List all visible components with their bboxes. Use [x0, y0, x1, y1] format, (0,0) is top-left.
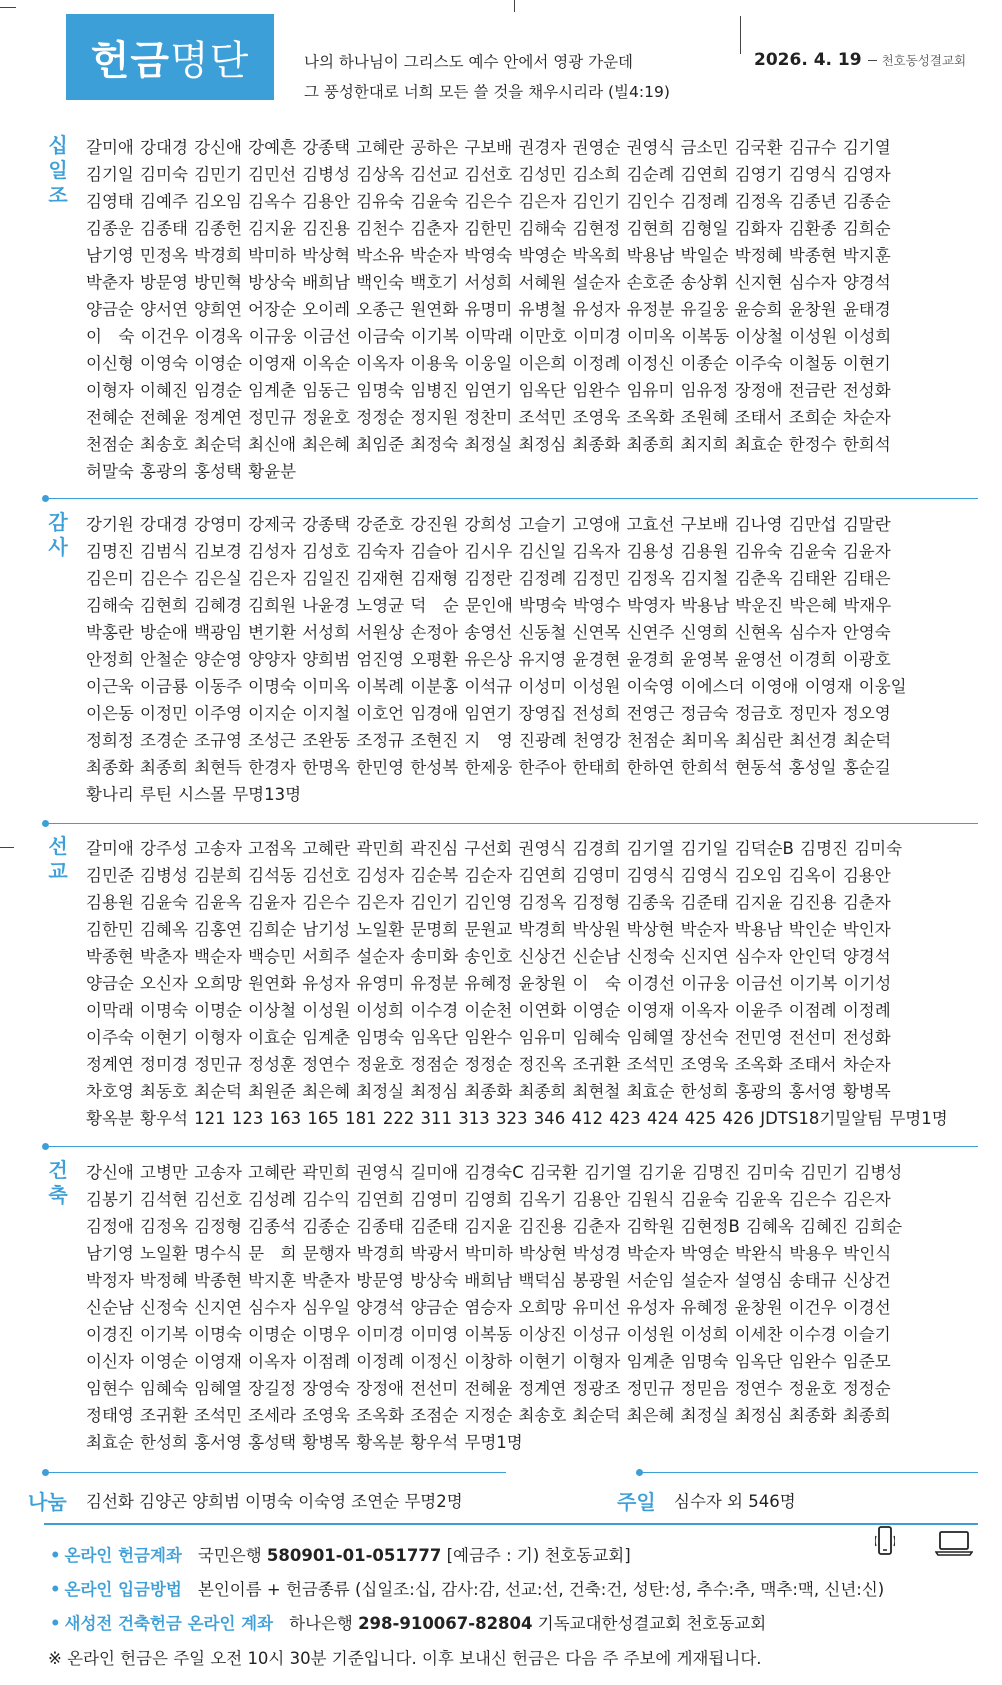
names-mission [86, 835, 978, 1132]
name-line: 전혜순 전혜윤 정계연 정민규 정윤호 정정순 정지원 정찬미 조석민 조영욱 조옥화 조원혜 조태서 조희순 차순자 [86, 408, 891, 427]
section-label-tithe [44, 133, 72, 208]
section-label-building [44, 1158, 72, 1208]
account-holder: [예금주 : 기) 천호동교회] [441, 1546, 631, 1565]
names-tithe [86, 134, 978, 485]
name-line: 양금순 양서연 양희연 어장순 오이레 오종근 원연화 유명미 유병철 유성자 유정분 유길웅 윤승희 윤창원 윤태경 [86, 300, 891, 319]
verse-line-1: 나의 하나님이 그리스도 예수 안에서 영광 가운데 [304, 53, 634, 71]
name-line: 김한민 김혜옥 김홍연 김희순 남기성 노일환 문명희 문원교 박경희 박상원 박상현 박순자 박용남 박인순 박인자 [86, 920, 891, 939]
names-sharing: 김선화 김양곤 양희범 이명숙 이숙영 조연순 무명2명 [86, 1492, 463, 1511]
crop-mark [740, 16, 741, 54]
name-line: 김기일 김미숙 김민기 김민선 김병성 김상옥 김선교 김선호 김성민 김소희 김순례 김연희 김영기 김영식 김영자 [86, 165, 891, 184]
footer-label: 온라인 입금방법 [64, 1580, 182, 1599]
name-line: 김명진 김범식 김보경 김성자 김성호 김숙자 김슬아 김시우 김신일 김옥자 김용성 김용원 김유숙 김윤숙 김윤자 [86, 542, 891, 561]
name-line: 이주숙 이현기 이형자 이효순 임계춘 임명숙 임옥단 임완수 임유미 임혜숙 임혜열 장선숙 전민영 전선미 전성화 [86, 1028, 891, 1047]
name-line: 강신애 고병만 고송자 고혜란 곽민희 권영식 길미애 김경숙C 김국환 김기열 김기윤 김명진 김미숙 김민기 김병성 [86, 1163, 903, 1182]
account-holder: 기독교대한성결교회 천호동교회 [532, 1614, 767, 1633]
verse-line-2: 그 풍성한대로 너희 모든 쓸 것을 채우시리라 (빌4:19) [304, 83, 670, 101]
section-label-char: 일 [48, 158, 68, 182]
name-line: 갈미애 강주성 고송자 고점옥 고혜란 곽민희 곽진심 구선회 권영식 김경희 김기열 김기일 김덕순B 김명진 김미숙 [86, 839, 903, 858]
name-line: 김은미 김은수 김은실 김은자 김일진 김재현 김재형 김정란 김정례 김정민 김정옥 김지철 김춘옥 김태완 김태은 [86, 569, 891, 588]
name-line: 이은동 이정민 이주영 이지순 이지철 이호언 임경애 임연기 장영집 전성희 전영근 정금숙 정금호 정민자 정오영 [86, 704, 891, 723]
name-line: 천점순 최송호 최순덕 최신애 최은혜 최임준 최정숙 최정실 최정심 최종화 최종희 최지희 최효순 한정수 한희석 [86, 435, 891, 454]
name-line: 김영태 김예주 김오임 김옥수 김용안 김유숙 김윤숙 김은수 김은자 김인기 김인수 김정례 김정옥 김종년 김종순 [86, 192, 891, 211]
bullet: • [50, 1614, 61, 1633]
name-line: 최종화 최종희 최현득 한경자 한명옥 한민영 한성복 한제웅 한주아 한태희 한하연 한희석 현동석 홍성일 홍순길 [86, 758, 891, 777]
divider [44, 823, 978, 824]
footer-label: 온라인 헌금계좌 [64, 1546, 182, 1565]
bank-name: 국민은행 [197, 1546, 267, 1565]
name-line: 이신자 이영순 이영재 이옥자 이점례 이정례 이정신 이창하 이현기 이형자 임계춘 임명숙 임옥단 임완수 임준모 [86, 1352, 891, 1371]
name-line: 박홍란 방순애 백광임 변기환 서성희 서원상 손정아 송영선 신동철 신연목 신연주 신영희 신현옥 심수자 안영숙 [86, 623, 891, 642]
name-line: 안정희 안철순 양순영 양양자 양희범 엄진영 오평환 유은상 유지영 윤경현 윤경희 윤영복 윤영선 이경희 이광호 [86, 650, 891, 669]
footer-row-building-account [50, 1610, 766, 1634]
name-line: 강기원 강대경 강영미 강제국 강종택 강준호 강진원 강희성 고슬기 고영애 고효선 구보배 김나영 김만섭 김말란 [86, 515, 891, 534]
divider-dot [42, 495, 49, 502]
name-line: 최효순 한성희 홍서영 홍성택 황병목 황옥분 황우석 무명1명 [86, 1433, 523, 1452]
name-line: 차호영 최동호 최순덕 최원준 최은혜 최정실 최정심 최종화 최종희 최현철 최효순 한성희 홍광의 홍서영 황병목 [86, 1082, 891, 1101]
divider [44, 1146, 978, 1147]
church-name: 천호동성결교회 [881, 53, 967, 68]
title-part1: 헌금 [90, 37, 170, 84]
names-thanks [86, 511, 978, 808]
name-line: 임현수 임혜숙 임혜열 장길정 장영숙 장정애 전선미 전혜윤 정계연 정광조 정민규 정믿음 정연수 정윤호 정정순 [86, 1379, 891, 1398]
name-line: 정계연 정미경 정민규 정성훈 정연수 정윤호 정점순 정정순 정진옥 조귀환 조석민 조영욱 조옥화 조태서 차순자 [86, 1055, 891, 1074]
name-line: 허말숙 홍광의 홍성택 황윤분 [86, 462, 297, 481]
name-line: 김민준 김병성 김분희 김석동 김선호 김성자 김순복 김순자 김연희 김영미 김영식 김영식 김오임 김옥이 김용안 [86, 866, 891, 885]
divider-dot [42, 820, 49, 827]
section-label-thanks [44, 510, 72, 560]
footer-row-account [50, 1542, 631, 1566]
name-line: 남기영 노일환 명수식 문 희 문행자 박경희 박광서 박미하 박상현 박성경 박순자 박영순 박완식 박용우 박인식 [86, 1244, 892, 1263]
name-line: 이형자 이혜진 임경순 임계춘 임동근 임명숙 임병진 임연기 임옥단 임완수 임유미 임유정 장정애 전금란 전성화 [86, 381, 891, 400]
name-line: 김종운 김종태 김종헌 김지윤 김진용 김천수 김춘자 김한민 김해숙 김현정 김현희 김형일 김화자 김환종 김희순 [86, 219, 891, 238]
name-line: 황옥분 황우석 121 123 163 165 181 222 311 313 323 346 412 423 424 425 426 JDTS18기밀알팀 무명1명 [86, 1109, 948, 1128]
name-line: 박종현 박춘자 백순자 백승민 서희주 설순자 송미화 송인호 신상건 신순남 신정숙 신지연 심수자 안인덕 양경석 [86, 947, 891, 966]
bible-verse [304, 47, 724, 107]
name-line: 이근욱 이금룡 이동주 이명숙 이미옥 이복례 이분홍 이석규 이성미 이성원 이숙영 이에스더 이영애 이영재 이웅일 [86, 677, 907, 696]
bullet: • [50, 1546, 61, 1565]
bank-name: 하나은행 [289, 1614, 359, 1633]
section-label-mission [44, 834, 72, 884]
section-label-sharing: 나눔 [28, 1490, 67, 1514]
divider-dot [42, 1469, 49, 1476]
dash-separator [868, 60, 877, 61]
deposit-method: 본인이름 + 헌금종류 (십일조:십, 감사:감, 선교:선, 건축:건, 성탄:성, 추수:추, 맥추:맥, 신년:신) [197, 1580, 885, 1599]
name-line: 김용원 김윤숙 김윤옥 김윤자 김은수 김은자 김인기 김인영 김정옥 김정형 김종욱 김준태 김지윤 김진용 김춘자 [86, 893, 891, 912]
section-label-char: 사 [48, 535, 68, 559]
bulletin-date: 2026. 4. 19 [754, 50, 862, 70]
name-line: 이막래 이명숙 이명순 이상철 이성원 이성희 이수경 이순천 이연화 이영순 이영재 이옥자 이윤주 이점례 이정례 [86, 1001, 891, 1020]
name-line: 신순남 신정숙 신지연 심수자 심우일 양경석 양금순 염승자 오희망 유미선 유성자 유혜정 윤창원 이건우 이경선 [86, 1298, 891, 1317]
sunday-count: 심수자 외 546명 [674, 1492, 796, 1511]
date-block [754, 50, 966, 70]
name-line: 이신형 이영숙 이영순 이영재 이옥순 이옥자 이용욱 이웅일 이은희 이정례 이정신 이종순 이주숙 이철동 이현기 [86, 354, 891, 373]
section-label-char: 조 [48, 183, 68, 207]
name-line: 김해숙 김현희 김혜경 김희원 나윤경 노영균 덕 순 문인애 박명숙 박영수 박영자 박용남 박운진 박은혜 박재우 [86, 596, 892, 615]
name-line: 양금순 오신자 오희망 원연화 유성자 유영미 유정분 유혜정 윤창원 이 숙 이경선 이규웅 이금선 이기복 이기성 [86, 974, 892, 993]
name-line: 박정자 박정혜 박종현 박지훈 박춘자 방문영 방상숙 배희남 백덕심 봉광원 서순임 설순자 설영심 송태규 신상건 [86, 1271, 891, 1290]
account-number: 298-910067-82804 [358, 1614, 533, 1633]
section-label-sunday: 주일 [617, 1490, 656, 1514]
crop-mark [0, 847, 14, 848]
footer-row-method [50, 1576, 884, 1600]
name-line: 김봉기 김석현 김선호 김성례 김수익 김연희 김영미 김영희 김옥기 김용안 김원식 김윤숙 김윤옥 김은수 김은자 [86, 1190, 891, 1209]
account-number: 580901-01-051777 [266, 1546, 442, 1565]
crop-mark [0, 7, 16, 8]
divider-dot [636, 1469, 643, 1476]
divider [44, 498, 978, 499]
laptop-icon [935, 1530, 973, 1556]
name-line: 정태영 조귀환 조석민 조세라 조영욱 조옥화 조점순 지정순 최송호 최순덕 최은혜 최정실 최정심 최종화 최종희 [86, 1406, 891, 1425]
page-title [66, 14, 274, 100]
divider-sunday [638, 1472, 978, 1473]
bullet: • [50, 1580, 61, 1599]
section-label-char: 감 [48, 510, 68, 534]
name-line: 이 숙 이건우 이경옥 이규웅 이금선 이금숙 이기복 이막래 이만호 이미경 이미옥 이복동 이상철 이성원 이성희 [86, 327, 892, 346]
names-building [86, 1159, 978, 1456]
name-line: 남기영 민정옥 박경희 박미하 박상혁 박소유 박순자 박영숙 박영순 박옥희 박용남 박일순 박정혜 박종현 박지훈 [86, 246, 891, 265]
name-line: 황나리 루틴 시스몰 무명13명 [86, 785, 302, 804]
footer-note: ※ 온라인 헌금은 주일 오전 10시 30분 기준입니다. 이후 보내신 헌금은 다음 주 주보에 게재됩니다. [48, 1649, 762, 1668]
title-part2: 명단 [170, 37, 250, 84]
phone-icon [875, 1526, 895, 1556]
divider-sharing [44, 1472, 506, 1473]
name-line: 이경진 이기복 이명숙 이명순 이명우 이미경 이미영 이복동 이상진 이성규 이성원 이성희 이세찬 이수경 이슬기 [86, 1325, 891, 1344]
section-label-char: 십 [48, 133, 68, 157]
section-label-char: 선 [48, 834, 68, 858]
name-line: 박춘자 방문영 방민혁 방상숙 배희남 백인숙 백호기 서성희 서혜원 설순자 손호준 송상휘 신지현 심수자 양경석 [86, 273, 891, 292]
name-line: 정희정 조경순 조규영 조성근 조완동 조정규 조현진 지 영 진광례 천영강 천점순 최미옥 최심란 최선경 최순덕 [86, 731, 892, 750]
footer-label: 새성전 건축헌금 온라인 계좌 [64, 1614, 274, 1633]
section-label-char: 건 [48, 1158, 68, 1182]
divider-dot [42, 1143, 49, 1150]
footer-divider [44, 1523, 978, 1525]
name-line: 갈미애 강대경 강신애 강예흔 강종택 고혜란 공하은 구보배 권경자 권영순 권영식 금소민 김국환 김규수 김기열 [86, 138, 891, 157]
section-label-char: 교 [48, 859, 68, 883]
crop-mark [514, 0, 515, 12]
section-label-char: 축 [48, 1183, 68, 1207]
name-line: 김정애 김정옥 김정형 김종석 김종순 김종태 김준태 김지윤 김진용 김춘자 김학원 김현정B 김혜옥 김혜진 김희순 [86, 1217, 903, 1236]
